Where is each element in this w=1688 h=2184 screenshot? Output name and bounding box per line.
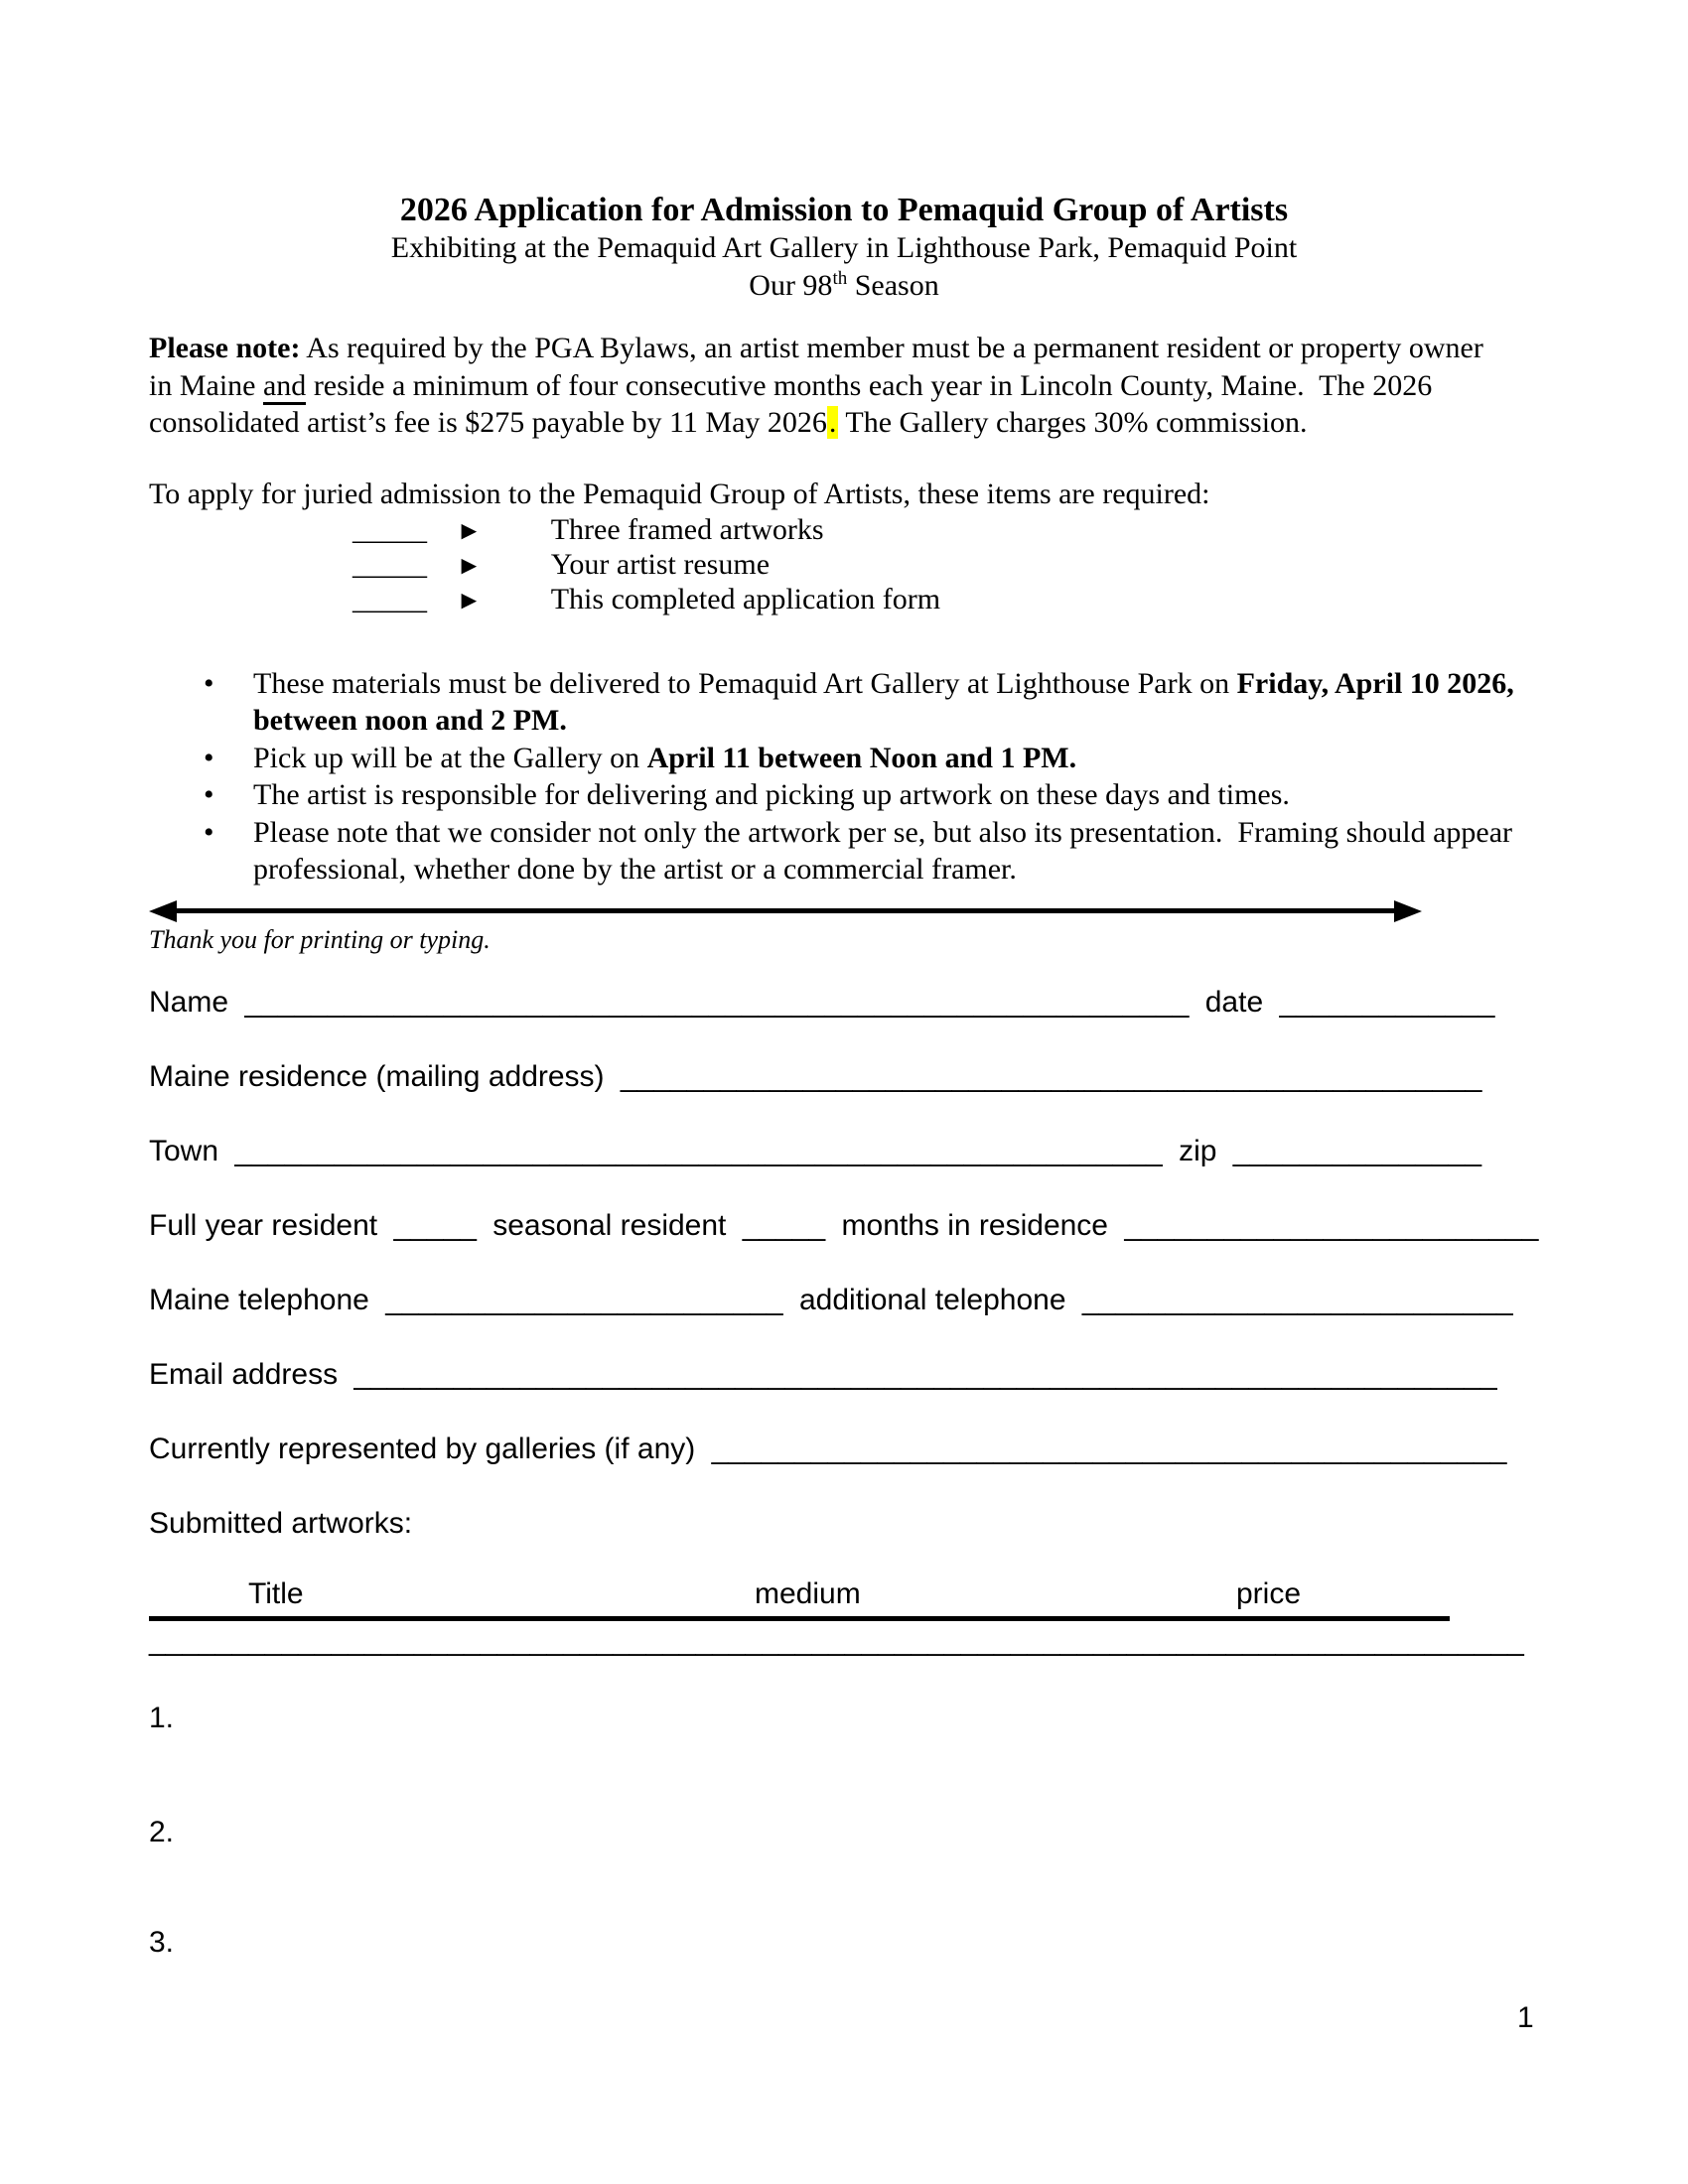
blank-line: _______________ [1232, 1134, 1482, 1167]
info-bullet-list [149, 665, 1539, 888]
form-row-email [149, 1357, 1539, 1393]
artwork-row-3: 3. [149, 1925, 175, 1959]
form-row-name [149, 985, 1539, 1021]
column-header-medium: medium [755, 1576, 861, 1610]
blank-line: _____ [742, 1208, 826, 1242]
bullet-icon: • [204, 666, 214, 700]
bullet-line [253, 776, 1539, 814]
form-row-residency [149, 1208, 1539, 1244]
note-text: reside a minimum of four consecutive months each year in Lincoln County, Maine. The 2026 [306, 368, 1433, 402]
check-blank-line: _____ [352, 583, 427, 616]
artwork-row-2: 2. [149, 1815, 175, 1848]
requirement-item-resume [352, 547, 1539, 582]
bullet-text: professional, whether done by the artist or a commercial framer. [253, 853, 1017, 887]
bullet-presentation [204, 814, 1539, 888]
right-pointer-icon: ► [456, 551, 483, 581]
requirement-item-artworks [352, 512, 1539, 547]
field-label: months in residence [841, 1208, 1108, 1242]
bullet-line [253, 740, 1539, 777]
form-row-residence [149, 1059, 1539, 1095]
blank-line: ____________________________________________________ [620, 1059, 1482, 1093]
artwork-row-1: 1. [149, 1701, 175, 1734]
field-label: additional telephone [798, 1283, 1066, 1316]
field-label: Town [149, 1134, 219, 1167]
blank-line: __________________________ [1081, 1283, 1513, 1316]
bullet-pickup [204, 740, 1539, 777]
document-header [149, 191, 1539, 304]
blank-line: ________________________ [385, 1283, 783, 1316]
arrow-right-icon [1394, 900, 1422, 922]
field-label: Submitted artworks: [149, 1506, 413, 1540]
document-title: 2026 Application for Admission to Pemaquid Group of Artists [399, 192, 1289, 228]
field-label: Full year resident [149, 1208, 378, 1242]
blank-line: _________________________________________________________ [244, 985, 1190, 1019]
note-text: The Gallery charges 30% commission. [838, 406, 1308, 440]
column-header-price: price [1236, 1576, 1302, 1610]
arrow-left-icon [149, 900, 177, 922]
field-label: Email address [149, 1357, 339, 1391]
season-superscript: th [832, 267, 848, 289]
field-label: zip [1179, 1134, 1217, 1167]
requirement-label: Three framed artworks [550, 513, 824, 547]
separator-underscore-line: ___________________________________________________________________________________ [149, 1623, 1524, 1657]
blank-line: _____________________________________________________________________ [353, 1357, 1497, 1391]
requirement-label: Your artist resume [550, 548, 771, 582]
form-row-telephones [149, 1283, 1539, 1318]
blank-line: _____ [393, 1208, 477, 1242]
field-label: Name [149, 985, 229, 1019]
blank-line: _________________________ [1124, 1208, 1539, 1242]
right-pointer-icon: ► [456, 516, 483, 546]
divider-line [177, 908, 1394, 913]
page-number: 1 [1517, 2001, 1534, 2034]
note-text: consolidated artist’s fee is $275 payable by 11 May 2026 [149, 406, 827, 440]
field-label: seasonal resident [492, 1208, 727, 1242]
form-row-town-zip [149, 1134, 1539, 1169]
blank-line: ________________________________________________________ [234, 1134, 1163, 1167]
bullet-text: Pick up will be at the Gallery on [253, 741, 647, 774]
requirement-label: This completed application form [550, 583, 941, 616]
bullet-icon: • [204, 778, 214, 812]
blank-line: _____________ [1279, 985, 1495, 1019]
check-blank-line: _____ [352, 513, 427, 547]
typing-instruction: Thank you for printing or typing. [149, 924, 491, 954]
note-text: As required by the PGA Bylaws, an artist member must be a permanent resident or property owner [300, 332, 1483, 365]
field-label: Maine telephone [149, 1283, 369, 1316]
season-prefix: Our 98 [749, 268, 833, 302]
note-text: in Maine [149, 368, 263, 402]
field-label: Maine residence (mailing address) [149, 1059, 605, 1093]
bullet-bold-text: between noon and 2 PM. [253, 704, 567, 738]
bullet-bold-text: Friday, April 10 2026, [1236, 666, 1514, 700]
bullet-text: Please note that we consider not only the artwork per se, but also its presentation. Framing should appear [253, 815, 1513, 849]
bullet-text: These materials must be delivered to Pemaquid Art Gallery at Lighthouse Park on [253, 666, 1237, 700]
highlighted-period: . [828, 406, 837, 440]
bullet-icon: • [204, 815, 214, 849]
note-line-3 [149, 404, 1539, 442]
bullet-bold-text: April 11 between Noon and 1 PM. [646, 741, 1077, 774]
underlined-and: and [263, 369, 306, 405]
bullet-responsibility [204, 776, 1539, 814]
bullet-line [253, 702, 1539, 740]
field-label: Currently represented by galleries (if any) [149, 1432, 696, 1465]
bullet-text: The artist is responsible for delivering and picking up artwork on these days and times. [253, 778, 1290, 812]
double-arrow-divider [149, 900, 1422, 922]
application-form-fields [149, 985, 1539, 1961]
form-row-galleries [149, 1432, 1539, 1467]
season-suffix: Season [847, 268, 939, 302]
note-line-2 [149, 367, 1539, 405]
column-header-title: Title [248, 1576, 304, 1610]
season-line [149, 267, 1539, 305]
bullet-line [253, 665, 1539, 703]
requirements-intro: To apply for juried admission to the Pemaquid Group of Artists, these items are required: [149, 477, 1210, 510]
blank-line: ________________________________________________ [711, 1432, 1507, 1465]
bullet-delivery [204, 665, 1539, 740]
bullet-icon: • [204, 741, 214, 774]
check-blank-line: _____ [352, 548, 427, 582]
submitted-artworks-label [149, 1506, 1539, 1542]
bullet-line [253, 814, 1539, 852]
please-note-label: Please note: [149, 332, 301, 365]
please-note-paragraph [149, 330, 1539, 442]
artworks-table-header [149, 1577, 1539, 1613]
requirement-item-application [352, 582, 1539, 616]
document-subtitle: Exhibiting at the Pemaquid Art Gallery in Lighthouse Park, Pemaquid Point [390, 231, 1298, 265]
field-label: date [1204, 985, 1264, 1019]
right-pointer-icon: ► [456, 586, 483, 615]
note-line-1 [149, 330, 1539, 367]
bullet-line [253, 851, 1539, 888]
table-header-rule [149, 1616, 1450, 1621]
